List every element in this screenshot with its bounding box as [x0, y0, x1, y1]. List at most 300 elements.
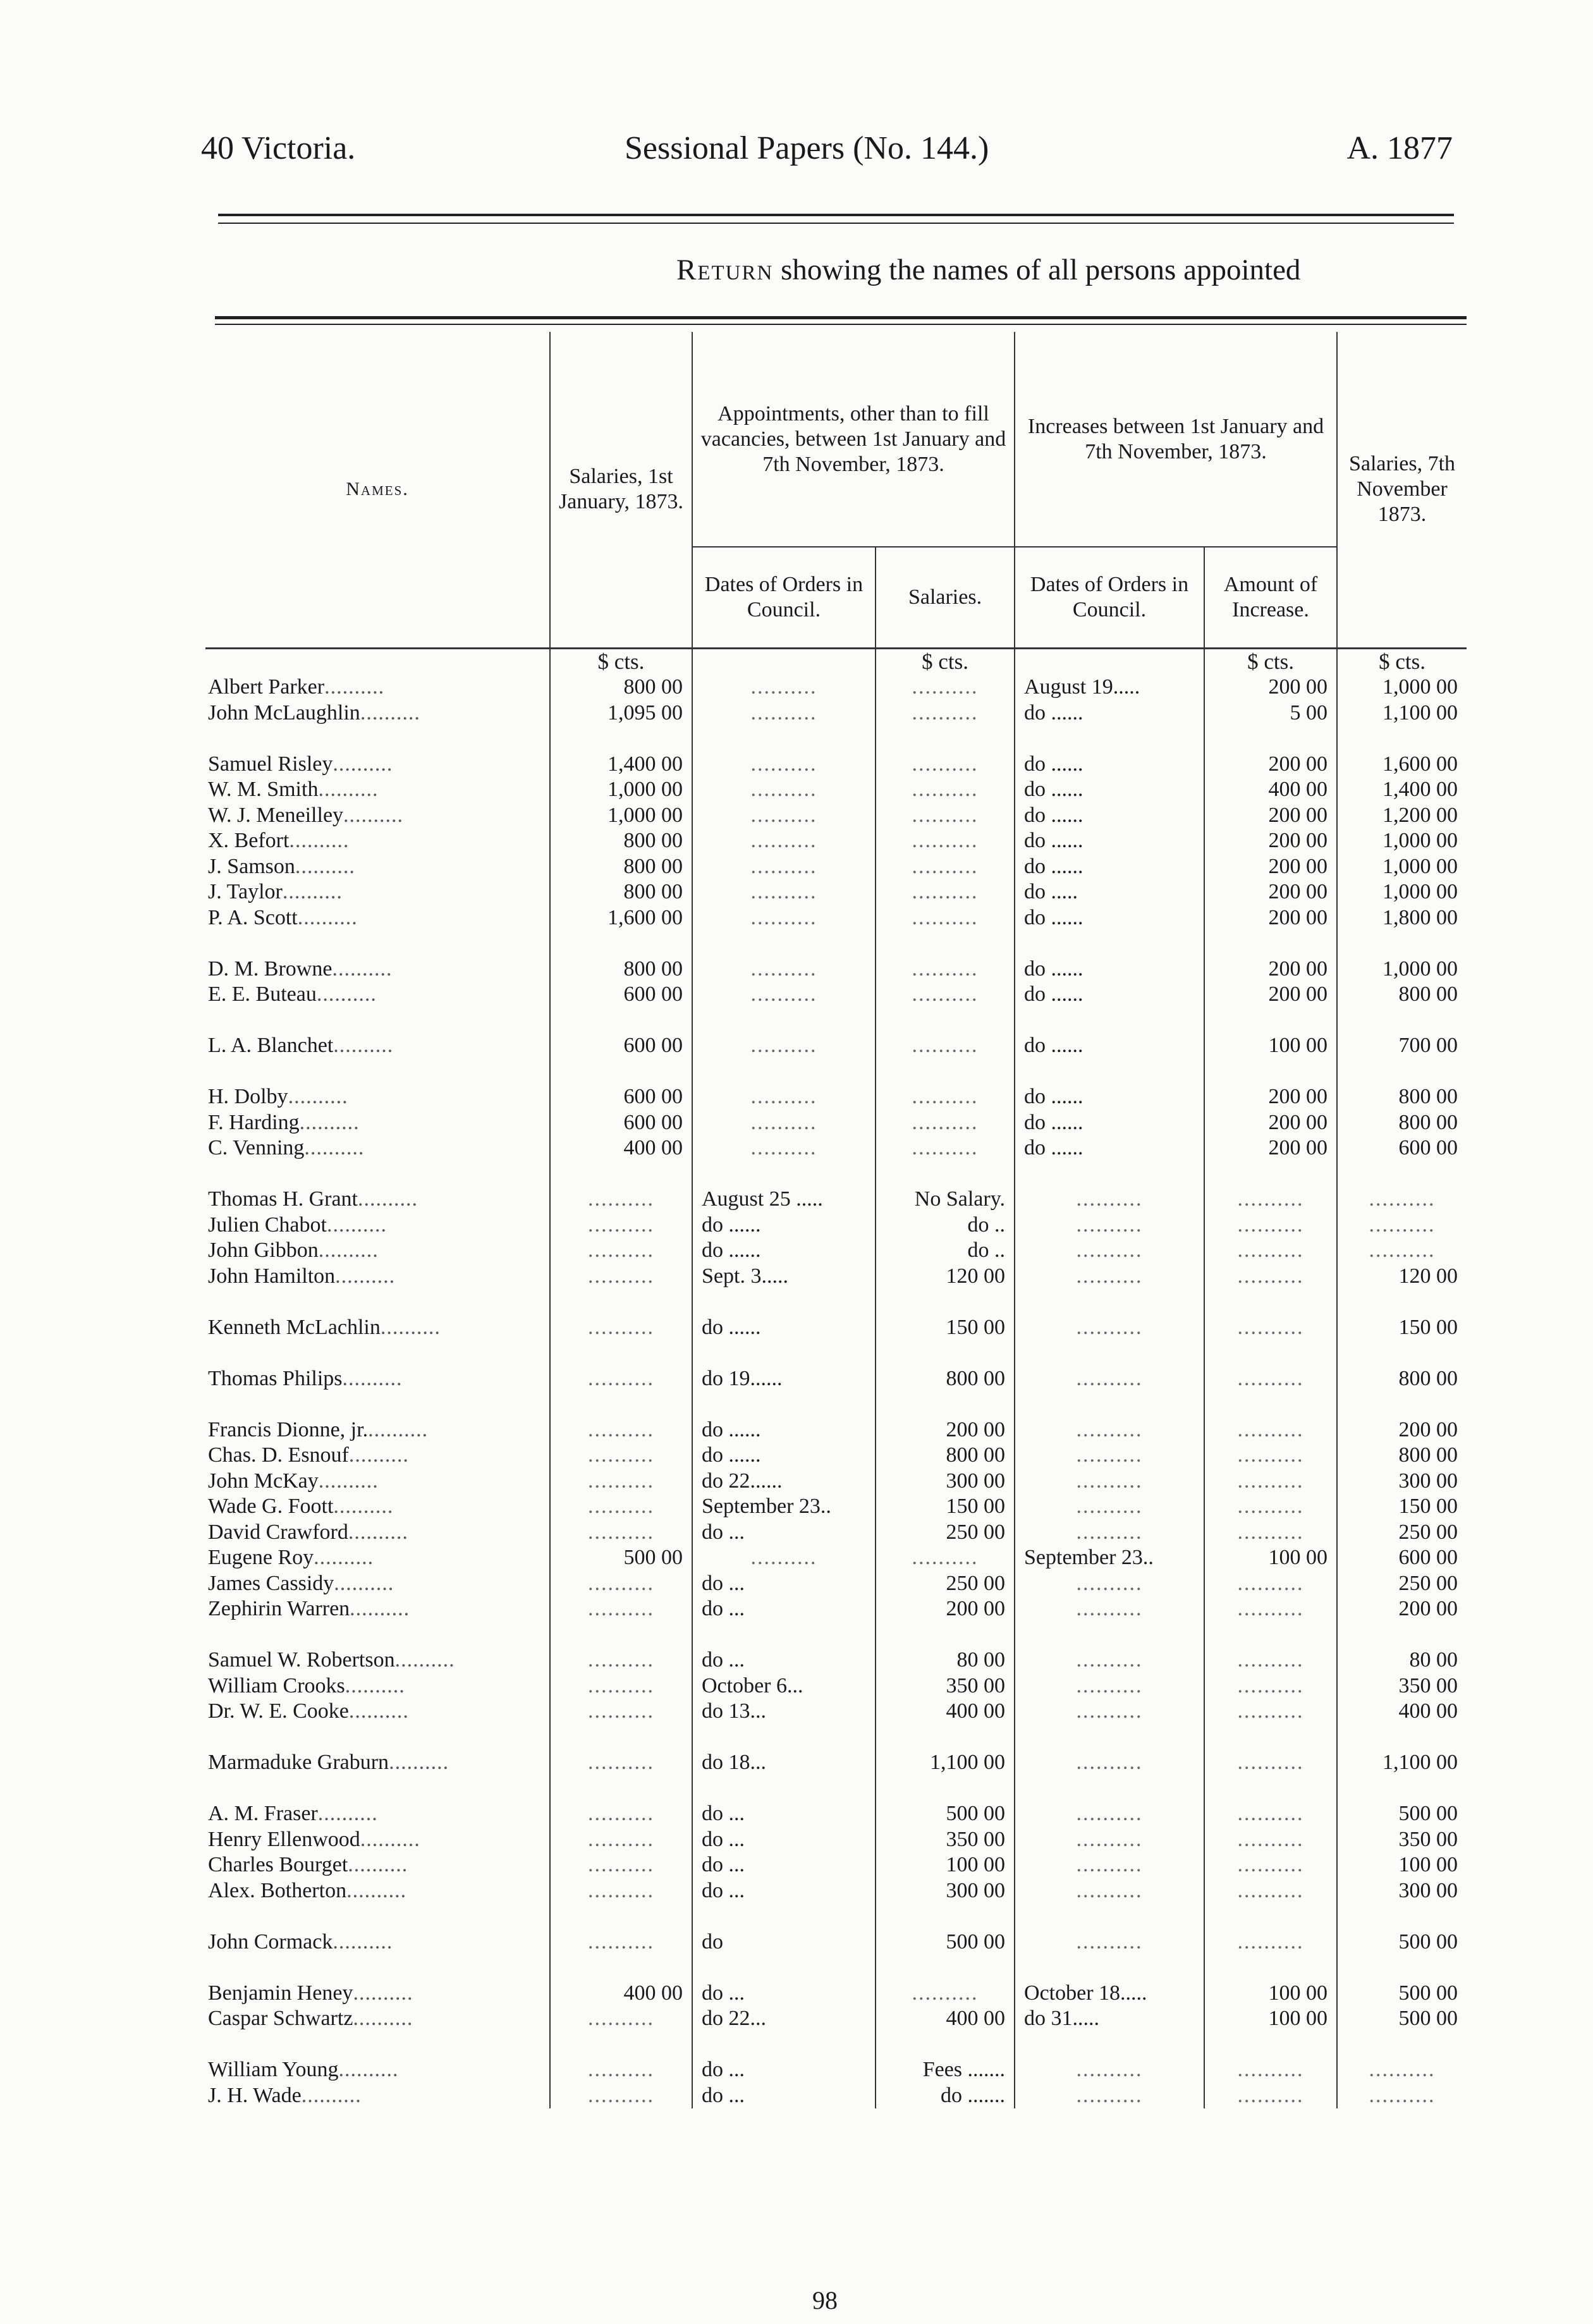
- leader-dots: ..........: [326, 1213, 387, 1237]
- cell-app-sal: 300 00: [876, 1469, 1015, 1495]
- empty-dotted-cell: ..........: [550, 1264, 692, 1290]
- empty-dotted-cell: ..........: [550, 1852, 692, 1878]
- table-row: [205, 1187, 1467, 1213]
- leader-dots: ..........: [342, 1366, 403, 1390]
- cell-app-sal: do .......: [876, 2083, 1015, 2109]
- leader-dots: ..........: [334, 1571, 394, 1595]
- person-name-text: J. Samson: [208, 854, 295, 878]
- person-name: [205, 1469, 550, 1495]
- cell-sal-nov: 1,400 00: [1337, 777, 1467, 803]
- header-rule-thin: [218, 223, 1454, 224]
- person-name-text: John Gibbon: [208, 1238, 319, 1262]
- cell-app-date: do ...: [692, 2057, 876, 2083]
- person-name-text: J. H. Wade: [208, 2083, 302, 2107]
- cell-inc-amt: 200 00: [1204, 1110, 1337, 1136]
- table-row: [205, 1033, 1467, 1059]
- table-row: [205, 803, 1467, 829]
- cell-app-date: do ...: [692, 1801, 876, 1827]
- cell-inc-date: do ......: [1015, 982, 1204, 1008]
- cell-app-sal: 800 00: [876, 1366, 1015, 1392]
- cell-inc-amt: 200 00: [1204, 1084, 1337, 1110]
- cell-sal-nov: 1,800 00: [1337, 905, 1467, 931]
- person-name-text: D. M. Browne: [208, 957, 333, 981]
- empty-dotted-cell: ..........: [550, 1417, 692, 1443]
- table-row: [205, 1213, 1467, 1238]
- cell-sal-nov: 800 00: [1337, 1084, 1467, 1110]
- row-spacer: [205, 1391, 1467, 1417]
- table-row: [205, 2083, 1467, 2109]
- col-salaries-jan: Salaries, 1st January, 1873.: [550, 332, 692, 648]
- empty-dotted-cell: ..........: [1015, 1930, 1204, 1955]
- col-salaries: Salaries.: [876, 547, 1015, 648]
- cell-app-date: Sept. 3.....: [692, 1264, 876, 1290]
- empty-dotted-cell: ..........: [1204, 1494, 1337, 1520]
- cell-app-date: October 6...: [692, 1673, 876, 1699]
- empty-dotted-cell: ..........: [876, 700, 1015, 726]
- empty-dotted-cell: ..........: [876, 1084, 1015, 1110]
- person-name-text: David Crawford: [208, 1520, 348, 1544]
- cell-sal-nov: 500 00: [1337, 1930, 1467, 1955]
- cell-app-sal: 400 00: [876, 1699, 1015, 1725]
- person-name-text: Zephirin Warren: [208, 1597, 350, 1620]
- empty-dotted-cell: ..........: [550, 1827, 692, 1853]
- empty-dotted-cell: ..........: [1015, 1520, 1204, 1546]
- table-row: [205, 957, 1467, 982]
- empty-dotted-cell: ..........: [1015, 1213, 1204, 1238]
- cell-sal-nov: 1,000 00: [1337, 828, 1467, 854]
- person-name-text: J. Taylor: [208, 880, 283, 903]
- person-name-text: John McLaughlin: [208, 700, 360, 725]
- cell-inc-date: do ......: [1015, 854, 1204, 880]
- cell-app-date: do ...: [692, 1571, 876, 1597]
- cell-sal-nov: 80 00: [1337, 1648, 1467, 1673]
- person-name: [205, 2006, 550, 2032]
- leader-dots: ..........: [314, 1546, 374, 1569]
- person-name-text: H. Dolby: [208, 1085, 288, 1108]
- empty-dotted-cell: ..........: [1204, 1520, 1337, 1546]
- leader-dots: ..........: [333, 1034, 394, 1057]
- table-row: [205, 1417, 1467, 1443]
- leader-dots: ..........: [348, 1443, 409, 1467]
- empty-dotted-cell: ..........: [1204, 1213, 1337, 1238]
- empty-dotted-cell: ..........: [550, 1443, 692, 1469]
- cell-inc-amt: 200 00: [1204, 803, 1337, 829]
- cell-sal-nov: 1,200 00: [1337, 803, 1467, 829]
- cell-app-date: do ...: [692, 1520, 876, 1546]
- empty-dotted-cell: ..........: [1204, 1366, 1337, 1392]
- cell-app-sal: 300 00: [876, 1878, 1015, 1904]
- leader-dots: ..........: [333, 1495, 394, 1518]
- leader-dots: ..........: [295, 854, 355, 878]
- col-names: Names.: [205, 332, 550, 648]
- col-group-increases: Increases between 1st January and 7th November, 1873.: [1015, 332, 1337, 547]
- cell-sal-nov: 500 00: [1337, 1801, 1467, 1827]
- table-row: [205, 1315, 1467, 1341]
- cell-app-date: August 25 .....: [692, 1187, 876, 1213]
- row-spacer: [205, 1776, 1467, 1802]
- person-name: [205, 777, 550, 803]
- leader-dots: ..........: [343, 803, 404, 827]
- empty-dotted-cell: ..........: [692, 879, 876, 905]
- empty-dotted-cell: ..........: [692, 854, 876, 880]
- empty-dotted-cell: ..........: [692, 700, 876, 726]
- cell-inc-date: do ......: [1015, 752, 1204, 778]
- row-spacer: [205, 931, 1467, 957]
- col-dates-orders-increase: Dates of Orders in Council.: [1015, 547, 1204, 648]
- empty-dotted-cell: ..........: [1337, 1187, 1467, 1213]
- empty-dotted-cell: ..........: [876, 879, 1015, 905]
- empty-dotted-cell: ..........: [1204, 1878, 1337, 1904]
- table-row: [205, 1699, 1467, 1725]
- table-row: [205, 905, 1467, 931]
- leader-dots: ..........: [348, 1520, 408, 1544]
- leader-dots: ..........: [346, 1878, 407, 1902]
- col-salaries-nov: Salaries, 7th November 1873.: [1337, 332, 1467, 648]
- cell-app-sal: 80 00: [876, 1648, 1015, 1673]
- person-name-text: Dr. W. E. Cooke: [208, 1699, 349, 1723]
- cell-inc-amt: 100 00: [1204, 1033, 1337, 1059]
- empty-dotted-cell: ..........: [876, 854, 1015, 880]
- row-spacer: [205, 2032, 1467, 2058]
- person-name: [205, 1930, 550, 1955]
- cell-sal-nov: 500 00: [1337, 1981, 1467, 2007]
- cell-app-date: September 23..: [692, 1494, 876, 1520]
- leader-dots: ..........: [350, 1597, 410, 1620]
- empty-dotted-cell: ..........: [1015, 1571, 1204, 1597]
- table-row: [205, 1264, 1467, 1290]
- empty-dotted-cell: ..........: [550, 1673, 692, 1699]
- leader-dots: ..........: [368, 1417, 429, 1441]
- table-row: [205, 1366, 1467, 1392]
- cell-inc-date: do ......: [1015, 1135, 1204, 1161]
- leader-dots: ..........: [297, 905, 358, 929]
- empty-dotted-cell: ..........: [1015, 1878, 1204, 1904]
- empty-dotted-cell: ..........: [1204, 1238, 1337, 1264]
- table-row: [205, 1110, 1467, 1136]
- table-row: [205, 675, 1467, 700]
- cell-inc-date: September 23..: [1015, 1545, 1204, 1571]
- empty-dotted-cell: ..........: [1015, 1648, 1204, 1673]
- empty-dotted-cell: ..........: [1204, 1648, 1337, 1673]
- leader-dots: ..........: [318, 1238, 379, 1262]
- table-row: [205, 1801, 1467, 1827]
- leader-dots: ..........: [353, 2007, 413, 2030]
- empty-dotted-cell: ..........: [692, 982, 876, 1008]
- table-row: [205, 1545, 1467, 1571]
- empty-dotted-cell: ..........: [1204, 1187, 1337, 1213]
- cell-sal-nov: 700 00: [1337, 1033, 1467, 1059]
- empty-dotted-cell: ..........: [550, 1494, 692, 1520]
- table-row: [205, 828, 1467, 854]
- col-group-appointments: Appointments, other than to fill vacancies, between 1st January and 7th November, 1873.: [692, 332, 1015, 547]
- leader-dots: ..........: [333, 752, 393, 776]
- page-number: 98: [812, 2286, 838, 2315]
- empty-dotted-cell: ..........: [1015, 1187, 1204, 1213]
- leader-dots: ..........: [282, 880, 343, 903]
- leader-dots: ..........: [335, 1264, 396, 1288]
- cell-app-sal: 250 00: [876, 1571, 1015, 1597]
- cell-sal-jan: 1,000 00: [550, 777, 692, 803]
- table-row: [205, 1827, 1467, 1853]
- empty-dotted-cell: ..........: [692, 675, 876, 700]
- empty-dotted-cell: ..........: [1204, 1264, 1337, 1290]
- cell-inc-date: August 19.....: [1015, 675, 1204, 700]
- cell-sal-jan: 600 00: [550, 1033, 692, 1059]
- running-header: [201, 130, 1453, 180]
- empty-dotted-cell: ..........: [692, 803, 876, 829]
- cell-app-date: do ......: [692, 1443, 876, 1469]
- cell-app-sal: 800 00: [876, 1443, 1015, 1469]
- cell-app-sal: 250 00: [876, 1520, 1015, 1546]
- table-row: [205, 777, 1467, 803]
- cell-app-sal: 200 00: [876, 1417, 1015, 1443]
- empty-dotted-cell: ..........: [1015, 1264, 1204, 1290]
- empty-dotted-cell: ..........: [550, 1930, 692, 1955]
- person-name-text: Marmaduke Graburn: [208, 1751, 389, 1774]
- empty-dotted-cell: ..........: [876, 1110, 1015, 1136]
- table-row: [205, 1520, 1467, 1546]
- cell-sal-nov: 1,000 00: [1337, 675, 1467, 700]
- leader-dots: ..........: [380, 1315, 441, 1339]
- empty-dotted-cell: ..........: [550, 1187, 692, 1213]
- person-name: [205, 1417, 550, 1443]
- person-name: [205, 2057, 550, 2083]
- empty-dotted-cell: ..........: [692, 752, 876, 778]
- person-name-text: Francis Dionne, jr.: [208, 1417, 369, 1441]
- row-spacer: [205, 1904, 1467, 1930]
- empty-dotted-cell: ..........: [1204, 2083, 1337, 2109]
- cell-sal-jan: 1,095 00: [550, 700, 692, 726]
- empty-dotted-cell: ..........: [1337, 2083, 1467, 2109]
- person-name-text: F. Harding: [208, 1110, 300, 1134]
- unit-salaries-nov: $ cts.: [1337, 648, 1467, 675]
- cell-inc-amt: 200 00: [1204, 982, 1337, 1008]
- appointments-table: [205, 332, 1467, 2108]
- leader-dots: ..........: [348, 1853, 408, 1876]
- empty-dotted-cell: ..........: [692, 828, 876, 854]
- leader-dots: ..........: [358, 1187, 418, 1211]
- cell-app-sal: 400 00: [876, 2006, 1015, 2032]
- cell-inc-amt: 200 00: [1204, 675, 1337, 700]
- cell-inc-amt: 5 00: [1204, 700, 1337, 726]
- cell-sal-nov: 350 00: [1337, 1827, 1467, 1853]
- person-name-text: Wade G. Foott: [208, 1495, 334, 1518]
- empty-dotted-cell: ..........: [692, 957, 876, 982]
- cell-sal-nov: 120 00: [1337, 1264, 1467, 1290]
- cell-inc-amt: 200 00: [1204, 828, 1337, 854]
- empty-dotted-cell: ..........: [876, 957, 1015, 982]
- cell-sal-nov: 800 00: [1337, 1110, 1467, 1136]
- person-name-text: Albert Parker: [208, 675, 325, 699]
- empty-dotted-cell: ..........: [550, 1571, 692, 1597]
- person-name-text: Thomas H. Grant: [208, 1187, 358, 1211]
- empty-dotted-cell: ..........: [1337, 2057, 1467, 2083]
- empty-dotted-cell: ..........: [876, 905, 1015, 931]
- empty-dotted-cell: ..........: [1015, 1366, 1204, 1392]
- cell-inc-amt: 200 00: [1204, 854, 1337, 880]
- cell-sal-nov: 200 00: [1337, 1417, 1467, 1443]
- empty-dotted-cell: ..........: [1204, 1417, 1337, 1443]
- table-row: [205, 1084, 1467, 1110]
- cell-app-date: do ......: [692, 1315, 876, 1341]
- leader-dots: ..........: [299, 1110, 360, 1134]
- person-name-text: L. A. Blanchet: [208, 1034, 334, 1057]
- cell-app-date: do ...: [692, 1852, 876, 1878]
- person-name-text: Alex. Botherton: [208, 1878, 347, 1902]
- table-top-rule: [215, 316, 1467, 319]
- cell-inc-amt: 400 00: [1204, 777, 1337, 803]
- cell-sal-nov: 1,000 00: [1337, 879, 1467, 905]
- cell-app-date: do ...: [692, 1878, 876, 1904]
- col-dates-orders: Dates of Orders in Council.: [692, 547, 876, 648]
- empty-dotted-cell: ..........: [692, 1033, 876, 1059]
- table-row: [205, 1981, 1467, 2007]
- person-name: [205, 675, 550, 700]
- empty-dotted-cell: ..........: [550, 2083, 692, 2109]
- empty-dotted-cell: ..........: [1204, 1852, 1337, 1878]
- cell-inc-date: October 18.....: [1015, 1981, 1204, 2007]
- person-name-text: W. M. Smith: [208, 778, 319, 801]
- table-row: [205, 1750, 1467, 1776]
- leader-dots: ..........: [304, 1136, 365, 1159]
- person-name: [205, 1187, 550, 1213]
- cell-app-sal: 500 00: [876, 1801, 1015, 1827]
- title-rest: showing the names of all persons appointed: [781, 254, 1301, 286]
- person-name-text: Samuel W. Robertson: [208, 1648, 395, 1672]
- cell-sal-nov: 400 00: [1337, 1699, 1467, 1725]
- row-spacer: [205, 1059, 1467, 1085]
- cell-inc-amt: 200 00: [1204, 879, 1337, 905]
- empty-dotted-cell: ..........: [1015, 2083, 1204, 2109]
- leader-dots: ..........: [324, 675, 385, 699]
- person-name: [205, 1878, 550, 1904]
- leader-dots: ..........: [289, 829, 350, 852]
- cell-app-date: do 22......: [692, 1469, 876, 1495]
- cell-app-date: do ...: [692, 1596, 876, 1622]
- cell-app-date: do 19......: [692, 1366, 876, 1392]
- header-sessional-papers: Sessional Papers (No. 144.): [625, 130, 989, 166]
- table-row: [205, 2057, 1467, 2083]
- person-name-text: Thomas Philips: [208, 1366, 343, 1390]
- person-name: [205, 957, 550, 982]
- person-name-text: John Cormack: [208, 1930, 333, 1954]
- table-row: [205, 2006, 1467, 2032]
- cell-sal-jan: 800 00: [550, 854, 692, 880]
- cell-sal-nov: 100 00: [1337, 1852, 1467, 1878]
- row-spacer: [205, 1161, 1467, 1187]
- cell-app-sal: 200 00: [876, 1596, 1015, 1622]
- unit-salaries-jan: $ cts.: [550, 648, 692, 675]
- table-row: [205, 1673, 1467, 1699]
- cell-app-sal: 1,100 00: [876, 1750, 1015, 1776]
- person-name-text: William Young: [208, 2058, 339, 2081]
- leader-dots: ..........: [316, 982, 377, 1006]
- cell-inc-amt: 200 00: [1204, 905, 1337, 931]
- person-name: [205, 905, 550, 931]
- empty-dotted-cell: ..........: [1015, 1469, 1204, 1495]
- person-name: [205, 1596, 550, 1622]
- leader-dots: ..........: [317, 1802, 378, 1825]
- person-name-text: E. E. Buteau: [208, 982, 317, 1006]
- cell-app-sal: 120 00: [876, 1264, 1015, 1290]
- empty-dotted-cell: ..........: [1015, 1417, 1204, 1443]
- cell-sal-nov: 150 00: [1337, 1315, 1467, 1341]
- person-name: [205, 1238, 550, 1264]
- cell-inc-date: do ......: [1015, 828, 1204, 854]
- empty-dotted-cell: ..........: [1015, 1827, 1204, 1853]
- cell-sal-nov: 1,100 00: [1337, 700, 1467, 726]
- person-name: [205, 1520, 550, 1546]
- person-name: [205, 879, 550, 905]
- empty-dotted-cell: ..........: [876, 1981, 1015, 2007]
- cell-inc-amt: 100 00: [1204, 1545, 1337, 1571]
- person-name: [205, 1852, 550, 1878]
- cell-sal-nov: 250 00: [1337, 1520, 1467, 1546]
- unit-salaries: $ cts.: [876, 648, 1015, 675]
- cell-inc-date: do ......: [1015, 1033, 1204, 1059]
- cell-app-sal: 350 00: [876, 1673, 1015, 1699]
- empty-dotted-cell: ..........: [692, 1135, 876, 1161]
- unit-row: [205, 648, 1467, 675]
- header-rule-thick: [218, 214, 1454, 216]
- empty-dotted-cell: ..........: [1015, 1443, 1204, 1469]
- cell-sal-nov: 800 00: [1337, 1366, 1467, 1392]
- empty-dotted-cell: ..........: [1204, 1673, 1337, 1699]
- row-spacer: [205, 1622, 1467, 1648]
- leader-dots: ..........: [332, 957, 393, 981]
- empty-dotted-cell: ..........: [1337, 1238, 1467, 1264]
- empty-dotted-cell: ..........: [876, 752, 1015, 778]
- empty-dotted-cell: ..........: [1204, 1469, 1337, 1495]
- cell-app-sal: Fees .......: [876, 2057, 1015, 2083]
- cell-app-date: do ...: [692, 1981, 876, 2007]
- cell-sal-jan: 1,600 00: [550, 905, 692, 931]
- row-spacer: [205, 1008, 1467, 1034]
- empty-dotted-cell: ..........: [876, 828, 1015, 854]
- cell-inc-amt: 200 00: [1204, 752, 1337, 778]
- empty-dotted-cell: ..........: [1015, 1801, 1204, 1827]
- cell-inc-date: do ......: [1015, 957, 1204, 982]
- cell-app-sal: 100 00: [876, 1852, 1015, 1878]
- unit-amount-increase: $ cts.: [1204, 648, 1337, 675]
- table-top-rule-thin: [215, 324, 1467, 325]
- cell-sal-jan: 800 00: [550, 879, 692, 905]
- empty-dotted-cell: ..........: [550, 1648, 692, 1673]
- cell-app-date: do ...: [692, 1827, 876, 1853]
- empty-dotted-cell: ..........: [1204, 1315, 1337, 1341]
- person-name-text: Kenneth McLachlin: [208, 1315, 381, 1339]
- person-name: [205, 828, 550, 854]
- cell-sal-jan: 600 00: [550, 982, 692, 1008]
- person-name-text: Julien Chabot: [208, 1213, 327, 1237]
- person-name: [205, 752, 550, 778]
- cell-app-date: do ...: [692, 1648, 876, 1673]
- row-spacer: [205, 1340, 1467, 1366]
- table-row: [205, 1596, 1467, 1622]
- person-name-text: John Hamilton: [208, 1264, 336, 1288]
- header-session: 40 Victoria.: [201, 130, 356, 166]
- table-row: [205, 1852, 1467, 1878]
- person-name-text: W. J. Meneilley: [208, 803, 344, 827]
- person-name: [205, 1801, 550, 1827]
- person-name-text: A. M. Fraser: [208, 1802, 318, 1825]
- empty-dotted-cell: ..........: [550, 2057, 692, 2083]
- table-row: [205, 1494, 1467, 1520]
- cell-sal-nov: 500 00: [1337, 2006, 1467, 2032]
- cell-sal-jan: 600 00: [550, 1110, 692, 1136]
- cell-sal-nov: 300 00: [1337, 1469, 1467, 1495]
- person-name: [205, 1084, 550, 1110]
